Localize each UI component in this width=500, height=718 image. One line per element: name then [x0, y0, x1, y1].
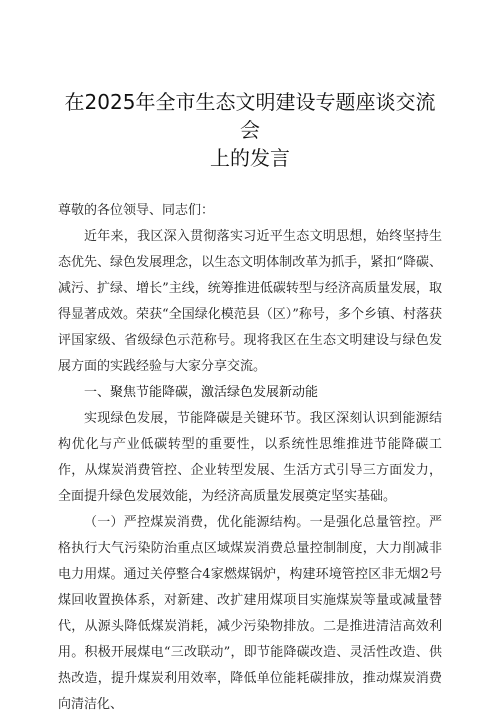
subsection-paragraph: （一）严控煤炭消费，优化能源结构。一是强化总量管控。严格执行大气污染防治重点区域煤炭消费总量控制制度，大力削减非电力用煤。通过关停整合4家燃煤锅炉，构建环境管控区非无烟2号煤回收置换体系，对新建、改扩建用煤项目实施煤炭等量或减量替代，从源头降低煤炭消耗，减少污染物排放。二是推进清洁高效利用。积极开展煤电“三改联动”，即节能降碳改造、灵活性改造、供热改造，提升煤炭利用效率，降低单位能耗碳排放，推动煤炭消费向清洁化、: [58, 515, 442, 712]
title-line-2: 上的发言: [210, 146, 290, 170]
document-title: [58, 88, 442, 172]
section-heading: 一、聚焦节能降碳，激活绿色发展新动能: [84, 385, 319, 400]
section-paragraph: 实现绿色发展，节能降碳是关键环节。我区深刻认识到能源结构优化与产业低碳转型的重要性，以系统性思维推进节能降碳工作，从煤炭消费管控、企业转型发展、生活方式引导三方面发力，全面提升绿色发展效能，为经济高质量发展奠定坚实基础。: [58, 411, 442, 504]
intro-paragraph: 近年来，我区深入贯彻落实习近平生态文明思想，始终坚持生态优先、绿色发展理念，以生态文明体制改革为抓手，紧扣“降碳、减污、扩绿、增长”主线，统筹推进低碳转型与经济高质量发展，取得显著成效。荣获“全国绿化模范县（区）”称号，多个乡镇、村落获评国家级、省级绿色示范称号。现将我区在生态文明建设与绿色发展方面的实践经验与大家分享交流。: [58, 229, 442, 374]
title-line-1: 在2025年全市生态文明建设专题座谈交流会: [64, 90, 436, 142]
salutation: 尊敬的各位领导、同志们：: [58, 203, 215, 218]
